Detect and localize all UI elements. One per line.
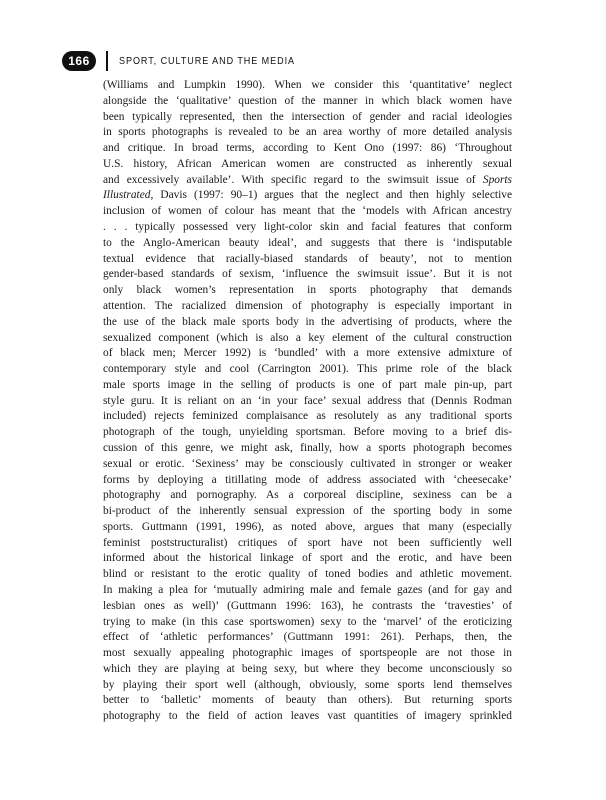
running-head [62, 49, 324, 73]
header-divider [106, 51, 108, 71]
text-line: feminist poststructuralist) critiques of sport have not been sufficiently well [103, 536, 512, 549]
text-line: effect of ‘athletic performances’ (Guttmann 1991: 261). Perhaps, then, the [103, 631, 512, 644]
text-line: attention. The racialized dimension of photography is especially important in [103, 299, 512, 312]
text-line: (Williams and Lumpkin 1990). When we consider this ‘quantitative’ neglect [103, 79, 512, 91]
text-line: photography and pornography. As a corporeal discipline, sexiness can be a [103, 489, 512, 502]
text-line: male sports image in the selling of products is one of part male pin-up, part [103, 378, 512, 391]
text-line: . . . typically possessed very light-color skin and facial features that conform [103, 221, 512, 234]
text-line: sexual or erotic. ‘Sexiness’ may be consciously cultivated in stronger or weaker [103, 457, 512, 470]
text-line: forms by deploying a titillating mode of address associated with ‘cheesecake’ [103, 473, 512, 486]
text-line: of black men; Mercer 1992) is ‘bundled’ with a more extensive admixture of [103, 347, 512, 360]
text-line: included) rejects feminized complaisance as resolutely as any traditional sports [103, 410, 512, 423]
italic-title: Illustrated [103, 189, 151, 202]
text-line: and excessively available’. With specific regard to the swimsuit issue of Sports [103, 173, 512, 186]
text-line: style guru. It is reliant on an ‘in your face’ sexual address that (Dennis Rodman [103, 394, 512, 407]
text-line: trying to make (in this case sportswomen) sexy to the ‘marvel’ of the eroticizing [103, 615, 512, 628]
text-line: U.S. history, African American women are constructed as inherently sexual [103, 157, 512, 170]
text-line: contemporary style and cool (Carrington 2001). This prime role of the black [103, 363, 512, 376]
text-line: lesbian ones as well)’ (Guttmann 1996: 163), he contrasts the ‘travesties’ of [103, 599, 512, 612]
text-line: In making a plea for ‘mutually admiring male and female gazes (and for gay and [103, 584, 512, 596]
text-line: and critique. In broad terms, according to Kent Ono (1997: 86) ‘Throughout [103, 142, 512, 155]
text-line: sexualized component (which is also a key element of the cultural construction [103, 331, 512, 344]
text-line: photograph of the tough, unyielding sportsman. Before moving to a brief dis- [103, 426, 512, 439]
text-line: cussion of this genre, we might ask, finally, how a sports photograph becomes [103, 441, 512, 454]
page-number-badge: 166 [62, 51, 96, 71]
text-line: inclusion of women of colour has meant that the ‘models with African ancestry [103, 205, 512, 218]
text-line: by playing their sport well (although, obviously, some sports lend themselves [103, 678, 512, 691]
italic-title: Sports [482, 173, 512, 186]
text-line: which they are playing at being sexy, but where they become unconsciously so [103, 662, 512, 675]
body-paragraph [103, 78, 512, 725]
text-line: informed about the historical linkage of sport and the erotic, and have been [103, 552, 512, 565]
text-line: blind or resistant to the erotic quality of toned bodies and athletic movement. [103, 568, 512, 581]
running-head-title: SPORT, CULTURE AND THE MEDIA [119, 55, 296, 67]
text-line: gender-based standards of sexism, ‘influence the swimsuit issue’. But it is not [103, 268, 512, 281]
text-line: to the Anglo-American beauty ideal’, and suggests that there is ‘indisputable [103, 236, 512, 249]
text-line: Illustrated, Davis (1997: 90–1) argues that the neglect and then highly selective [103, 189, 512, 202]
text-line: photography to the field of action leaves vast quantities of imagery sprinkled [103, 710, 512, 723]
text-line: bi-product of the inherently sensual expression of the sporting body in some [103, 505, 512, 518]
text-line: better to ‘balletic’ moments of beauty than others). But returning sports [103, 694, 512, 707]
text-line: most sexually appealing photographic images of sportspeople are not those in [103, 647, 512, 660]
text-line: sports. Guttmann (1991, 1996), as noted above, argues that many (especially [103, 520, 512, 533]
text-line: in sports photographs is revealed to be an area worthy of more detailed analysis [103, 126, 512, 139]
text-line: been typically represented, then the intersection of gender and racial ideologies [103, 110, 512, 123]
text-line: only black women’s representation in sports photography that demands [103, 284, 512, 297]
text-line: alongside the ‘qualitative’ question of the manner in which black women have [103, 94, 512, 107]
text-line: the use of the black male sports body in the advertising of products, where the [103, 315, 512, 328]
text-line: textual evidence that racially-biased standards of beauty’, not to mention [103, 252, 512, 265]
